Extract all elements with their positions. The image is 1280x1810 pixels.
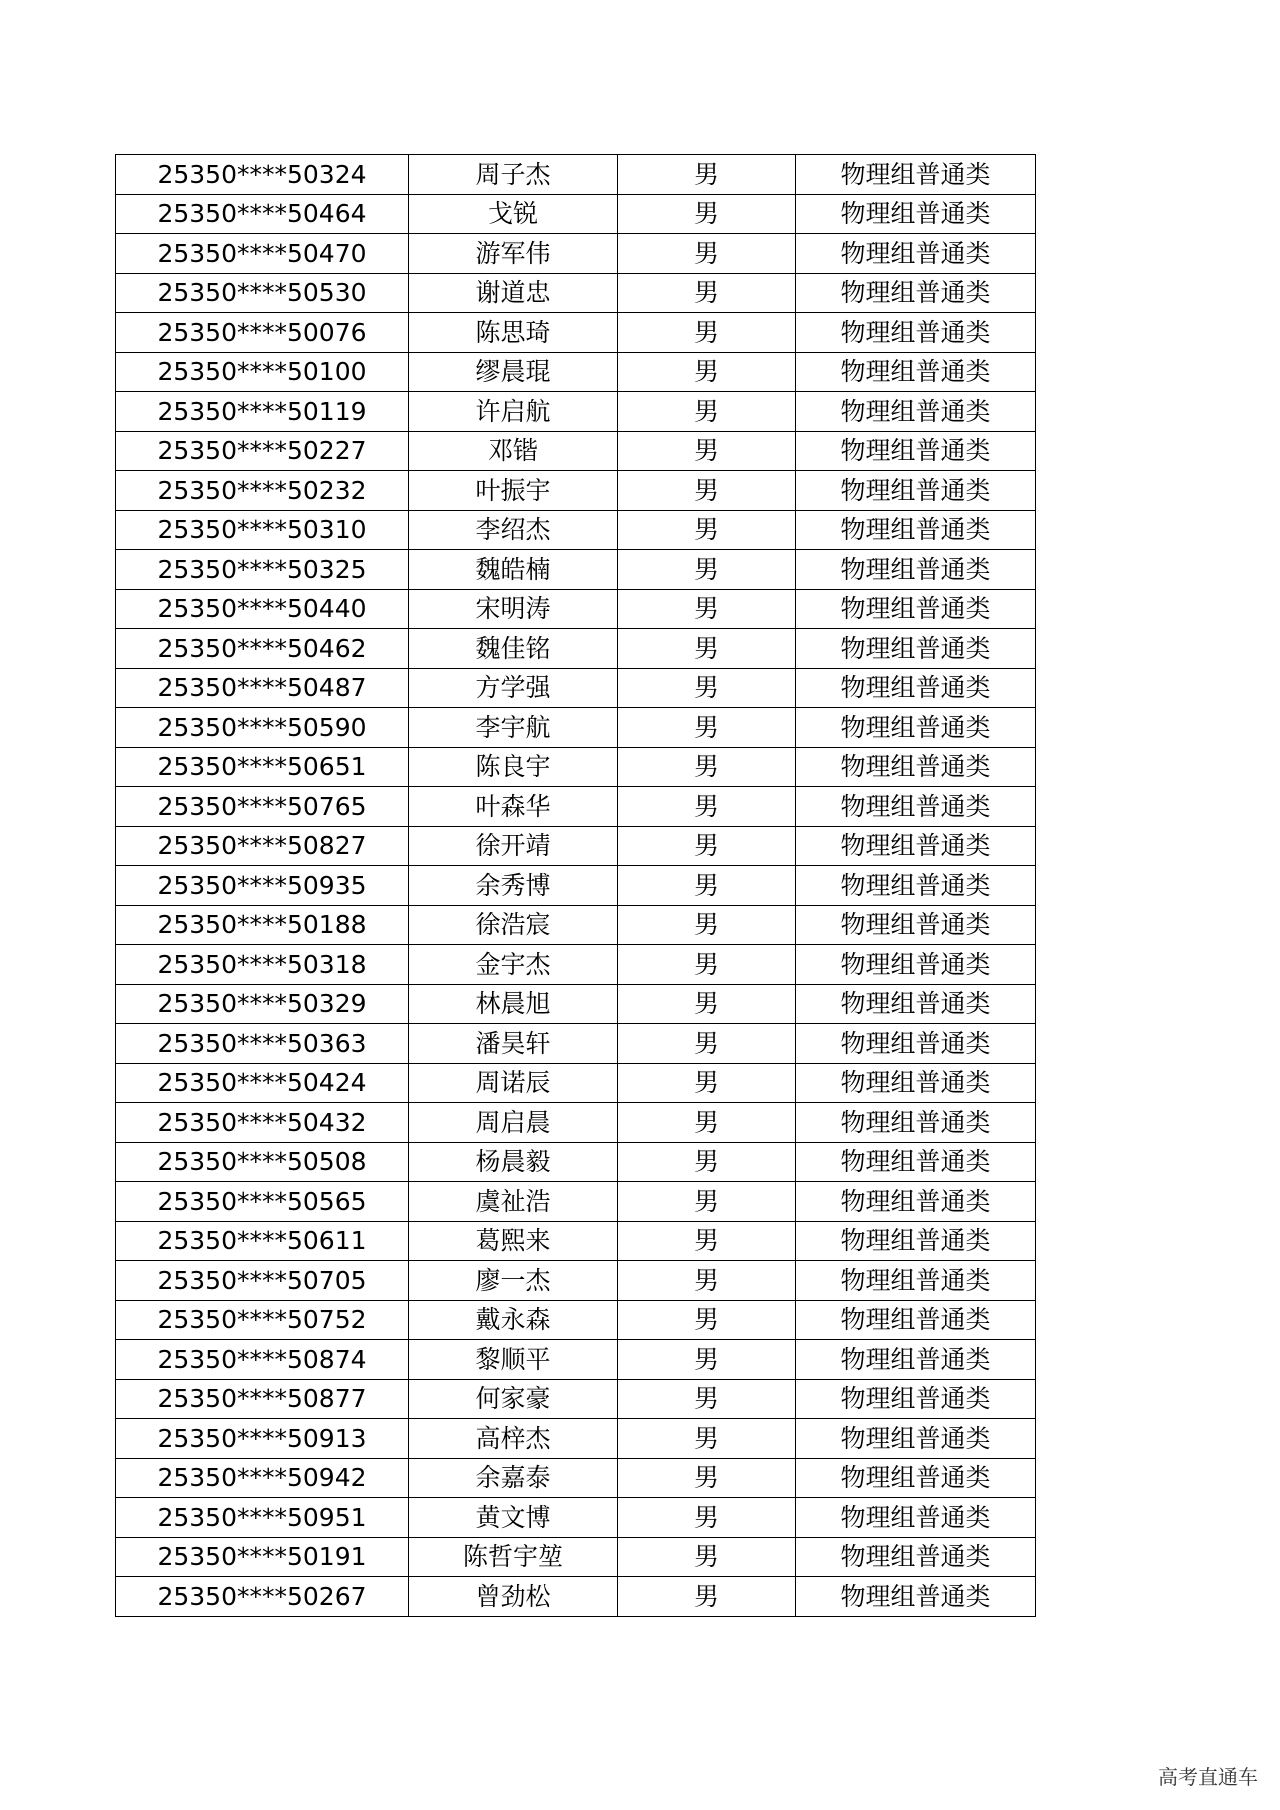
cell-candidate-id: 25350****50329 [116,984,409,1024]
table-row [116,945,1036,985]
cell-gender: 男 [618,1142,796,1182]
table-row [116,708,1036,748]
cell-gender: 男 [618,1537,796,1577]
cell-candidate-id: 25350****50942 [116,1458,409,1498]
cell-name: 邓锴 [409,431,618,471]
cell-candidate-id: 25350****50705 [116,1261,409,1301]
cell-candidate-id: 25350****50191 [116,1537,409,1577]
cell-category: 物理组普通类 [796,1458,1036,1498]
cell-candidate-id: 25350****50424 [116,1063,409,1103]
cell-name: 叶振宇 [409,471,618,511]
cell-gender: 男 [618,1577,796,1617]
cell-category: 物理组普通类 [796,1300,1036,1340]
cell-category: 物理组普通类 [796,550,1036,590]
cell-gender: 男 [618,1221,796,1261]
cell-gender: 男 [618,1300,796,1340]
cell-category: 物理组普通类 [796,155,1036,195]
cell-gender: 男 [618,1063,796,1103]
cell-candidate-id: 25350****50765 [116,787,409,827]
cell-gender: 男 [618,826,796,866]
student-table [115,154,1036,1617]
cell-gender: 男 [618,787,796,827]
cell-candidate-id: 25350****50470 [116,234,409,274]
cell-gender: 男 [618,313,796,353]
cell-category: 物理组普通类 [796,1419,1036,1459]
table-row [116,1498,1036,1538]
cell-gender: 男 [618,1419,796,1459]
table-row [116,747,1036,787]
cell-candidate-id: 25350****50913 [116,1419,409,1459]
cell-gender: 男 [618,629,796,669]
cell-category: 物理组普通类 [796,787,1036,827]
cell-name: 戈锐 [409,194,618,234]
cell-name: 余秀博 [409,866,618,906]
cell-name: 周诺辰 [409,1063,618,1103]
student-table-body [116,155,1036,1617]
cell-gender: 男 [618,945,796,985]
table-row [116,1261,1036,1301]
cell-name: 余嘉泰 [409,1458,618,1498]
cell-name: 方学强 [409,668,618,708]
table-row [116,1103,1036,1143]
table-row [116,1458,1036,1498]
table-row [116,392,1036,432]
cell-gender: 男 [618,905,796,945]
cell-candidate-id: 25350****50325 [116,550,409,590]
cell-candidate-id: 25350****50565 [116,1182,409,1222]
cell-category: 物理组普通类 [796,1182,1036,1222]
cell-gender: 男 [618,1498,796,1538]
cell-gender: 男 [618,866,796,906]
table-row [116,1419,1036,1459]
cell-gender: 男 [618,747,796,787]
cell-candidate-id: 25350****50440 [116,589,409,629]
cell-name: 陈思琦 [409,313,618,353]
table-row [116,1024,1036,1064]
cell-gender: 男 [618,984,796,1024]
cell-candidate-id: 25350****50076 [116,313,409,353]
cell-name: 陈良宇 [409,747,618,787]
cell-gender: 男 [618,1024,796,1064]
table-row [116,471,1036,511]
cell-gender: 男 [618,273,796,313]
cell-name: 林晨旭 [409,984,618,1024]
cell-candidate-id: 25350****50432 [116,1103,409,1143]
cell-category: 物理组普通类 [796,1261,1036,1301]
cell-category: 物理组普通类 [796,984,1036,1024]
table-row [116,905,1036,945]
cell-name: 葛熙来 [409,1221,618,1261]
cell-gender: 男 [618,510,796,550]
cell-name: 游军伟 [409,234,618,274]
cell-gender: 男 [618,1103,796,1143]
cell-category: 物理组普通类 [796,510,1036,550]
cell-category: 物理组普通类 [796,1142,1036,1182]
cell-category: 物理组普通类 [796,905,1036,945]
cell-name: 周启晨 [409,1103,618,1143]
cell-gender: 男 [618,194,796,234]
cell-gender: 男 [618,155,796,195]
cell-gender: 男 [618,550,796,590]
cell-candidate-id: 25350****50752 [116,1300,409,1340]
table-row [116,1340,1036,1380]
table-row [116,668,1036,708]
cell-category: 物理组普通类 [796,234,1036,274]
cell-category: 物理组普通类 [796,1379,1036,1419]
cell-gender: 男 [618,1340,796,1380]
cell-category: 物理组普通类 [796,1103,1036,1143]
cell-gender: 男 [618,1182,796,1222]
cell-name: 黄文博 [409,1498,618,1538]
table-row [116,1182,1036,1222]
watermark-text: 高考直通车 [1158,1765,1258,1789]
table-row [116,866,1036,906]
cell-category: 物理组普通类 [796,1063,1036,1103]
table-row [116,234,1036,274]
cell-category: 物理组普通类 [796,1498,1036,1538]
table-row [116,194,1036,234]
cell-gender: 男 [618,668,796,708]
cell-candidate-id: 25350****50874 [116,1340,409,1380]
table-row [116,1142,1036,1182]
cell-candidate-id: 25350****50827 [116,826,409,866]
cell-category: 物理组普通类 [796,589,1036,629]
cell-category: 物理组普通类 [796,1221,1036,1261]
cell-gender: 男 [618,352,796,392]
cell-candidate-id: 25350****50310 [116,510,409,550]
table-row [116,431,1036,471]
cell-category: 物理组普通类 [796,1024,1036,1064]
cell-name: 陈哲宇堃 [409,1537,618,1577]
cell-name: 曾劲松 [409,1577,618,1617]
cell-candidate-id: 25350****50951 [116,1498,409,1538]
table-row [116,1379,1036,1419]
cell-category: 物理组普通类 [796,668,1036,708]
cell-name: 廖一杰 [409,1261,618,1301]
cell-candidate-id: 25350****50651 [116,747,409,787]
table-row [116,1063,1036,1103]
cell-category: 物理组普通类 [796,194,1036,234]
cell-name: 徐浩宸 [409,905,618,945]
cell-candidate-id: 25350****50462 [116,629,409,669]
table-row [116,826,1036,866]
cell-name: 宋明涛 [409,589,618,629]
cell-name: 谢道忠 [409,273,618,313]
cell-name: 魏皓楠 [409,550,618,590]
cell-category: 物理组普通类 [796,1537,1036,1577]
cell-name: 何家豪 [409,1379,618,1419]
table-row [116,787,1036,827]
cell-candidate-id: 25350****50611 [116,1221,409,1261]
cell-category: 物理组普通类 [796,471,1036,511]
cell-name: 戴永森 [409,1300,618,1340]
table-row [116,1537,1036,1577]
cell-candidate-id: 25350****50877 [116,1379,409,1419]
cell-category: 物理组普通类 [796,1340,1036,1380]
cell-name: 叶森华 [409,787,618,827]
cell-candidate-id: 25350****50324 [116,155,409,195]
cell-category: 物理组普通类 [796,629,1036,669]
cell-category: 物理组普通类 [796,273,1036,313]
cell-candidate-id: 25350****50267 [116,1577,409,1617]
table-row [116,629,1036,669]
cell-name: 李绍杰 [409,510,618,550]
cell-candidate-id: 25350****50232 [116,471,409,511]
cell-candidate-id: 25350****50318 [116,945,409,985]
table-row [116,984,1036,1024]
cell-gender: 男 [618,589,796,629]
cell-candidate-id: 25350****50363 [116,1024,409,1064]
cell-name: 金宇杰 [409,945,618,985]
cell-name: 潘昊轩 [409,1024,618,1064]
cell-gender: 男 [618,1261,796,1301]
cell-name: 高梓杰 [409,1419,618,1459]
cell-category: 物理组普通类 [796,1577,1036,1617]
cell-candidate-id: 25350****50487 [116,668,409,708]
table-row [116,589,1036,629]
cell-gender: 男 [618,708,796,748]
cell-category: 物理组普通类 [796,431,1036,471]
cell-category: 物理组普通类 [796,866,1036,906]
cell-category: 物理组普通类 [796,313,1036,353]
cell-category: 物理组普通类 [796,945,1036,985]
cell-name: 李宇航 [409,708,618,748]
cell-candidate-id: 25350****50100 [116,352,409,392]
cell-candidate-id: 25350****50188 [116,905,409,945]
table-row [116,1577,1036,1617]
cell-gender: 男 [618,471,796,511]
cell-gender: 男 [618,392,796,432]
cell-gender: 男 [618,431,796,471]
cell-category: 物理组普通类 [796,826,1036,866]
cell-gender: 男 [618,1458,796,1498]
cell-name: 虞祉浩 [409,1182,618,1222]
table-row [116,1300,1036,1340]
cell-gender: 男 [618,1379,796,1419]
cell-candidate-id: 25350****50590 [116,708,409,748]
cell-name: 黎顺平 [409,1340,618,1380]
cell-name: 徐开靖 [409,826,618,866]
cell-gender: 男 [618,234,796,274]
cell-candidate-id: 25350****50119 [116,392,409,432]
cell-name: 缪晨琨 [409,352,618,392]
cell-category: 物理组普通类 [796,352,1036,392]
cell-candidate-id: 25350****50464 [116,194,409,234]
cell-candidate-id: 25350****50508 [116,1142,409,1182]
cell-name: 杨晨毅 [409,1142,618,1182]
table-row [116,550,1036,590]
cell-candidate-id: 25350****50530 [116,273,409,313]
cell-name: 周子杰 [409,155,618,195]
cell-candidate-id: 25350****50227 [116,431,409,471]
cell-category: 物理组普通类 [796,392,1036,432]
cell-name: 许启航 [409,392,618,432]
table-row [116,1221,1036,1261]
cell-category: 物理组普通类 [796,708,1036,748]
cell-candidate-id: 25350****50935 [116,866,409,906]
table-row [116,313,1036,353]
cell-category: 物理组普通类 [796,747,1036,787]
table-row [116,352,1036,392]
table-row [116,510,1036,550]
table-row [116,273,1036,313]
table-row [116,155,1036,195]
cell-name: 魏佳铭 [409,629,618,669]
